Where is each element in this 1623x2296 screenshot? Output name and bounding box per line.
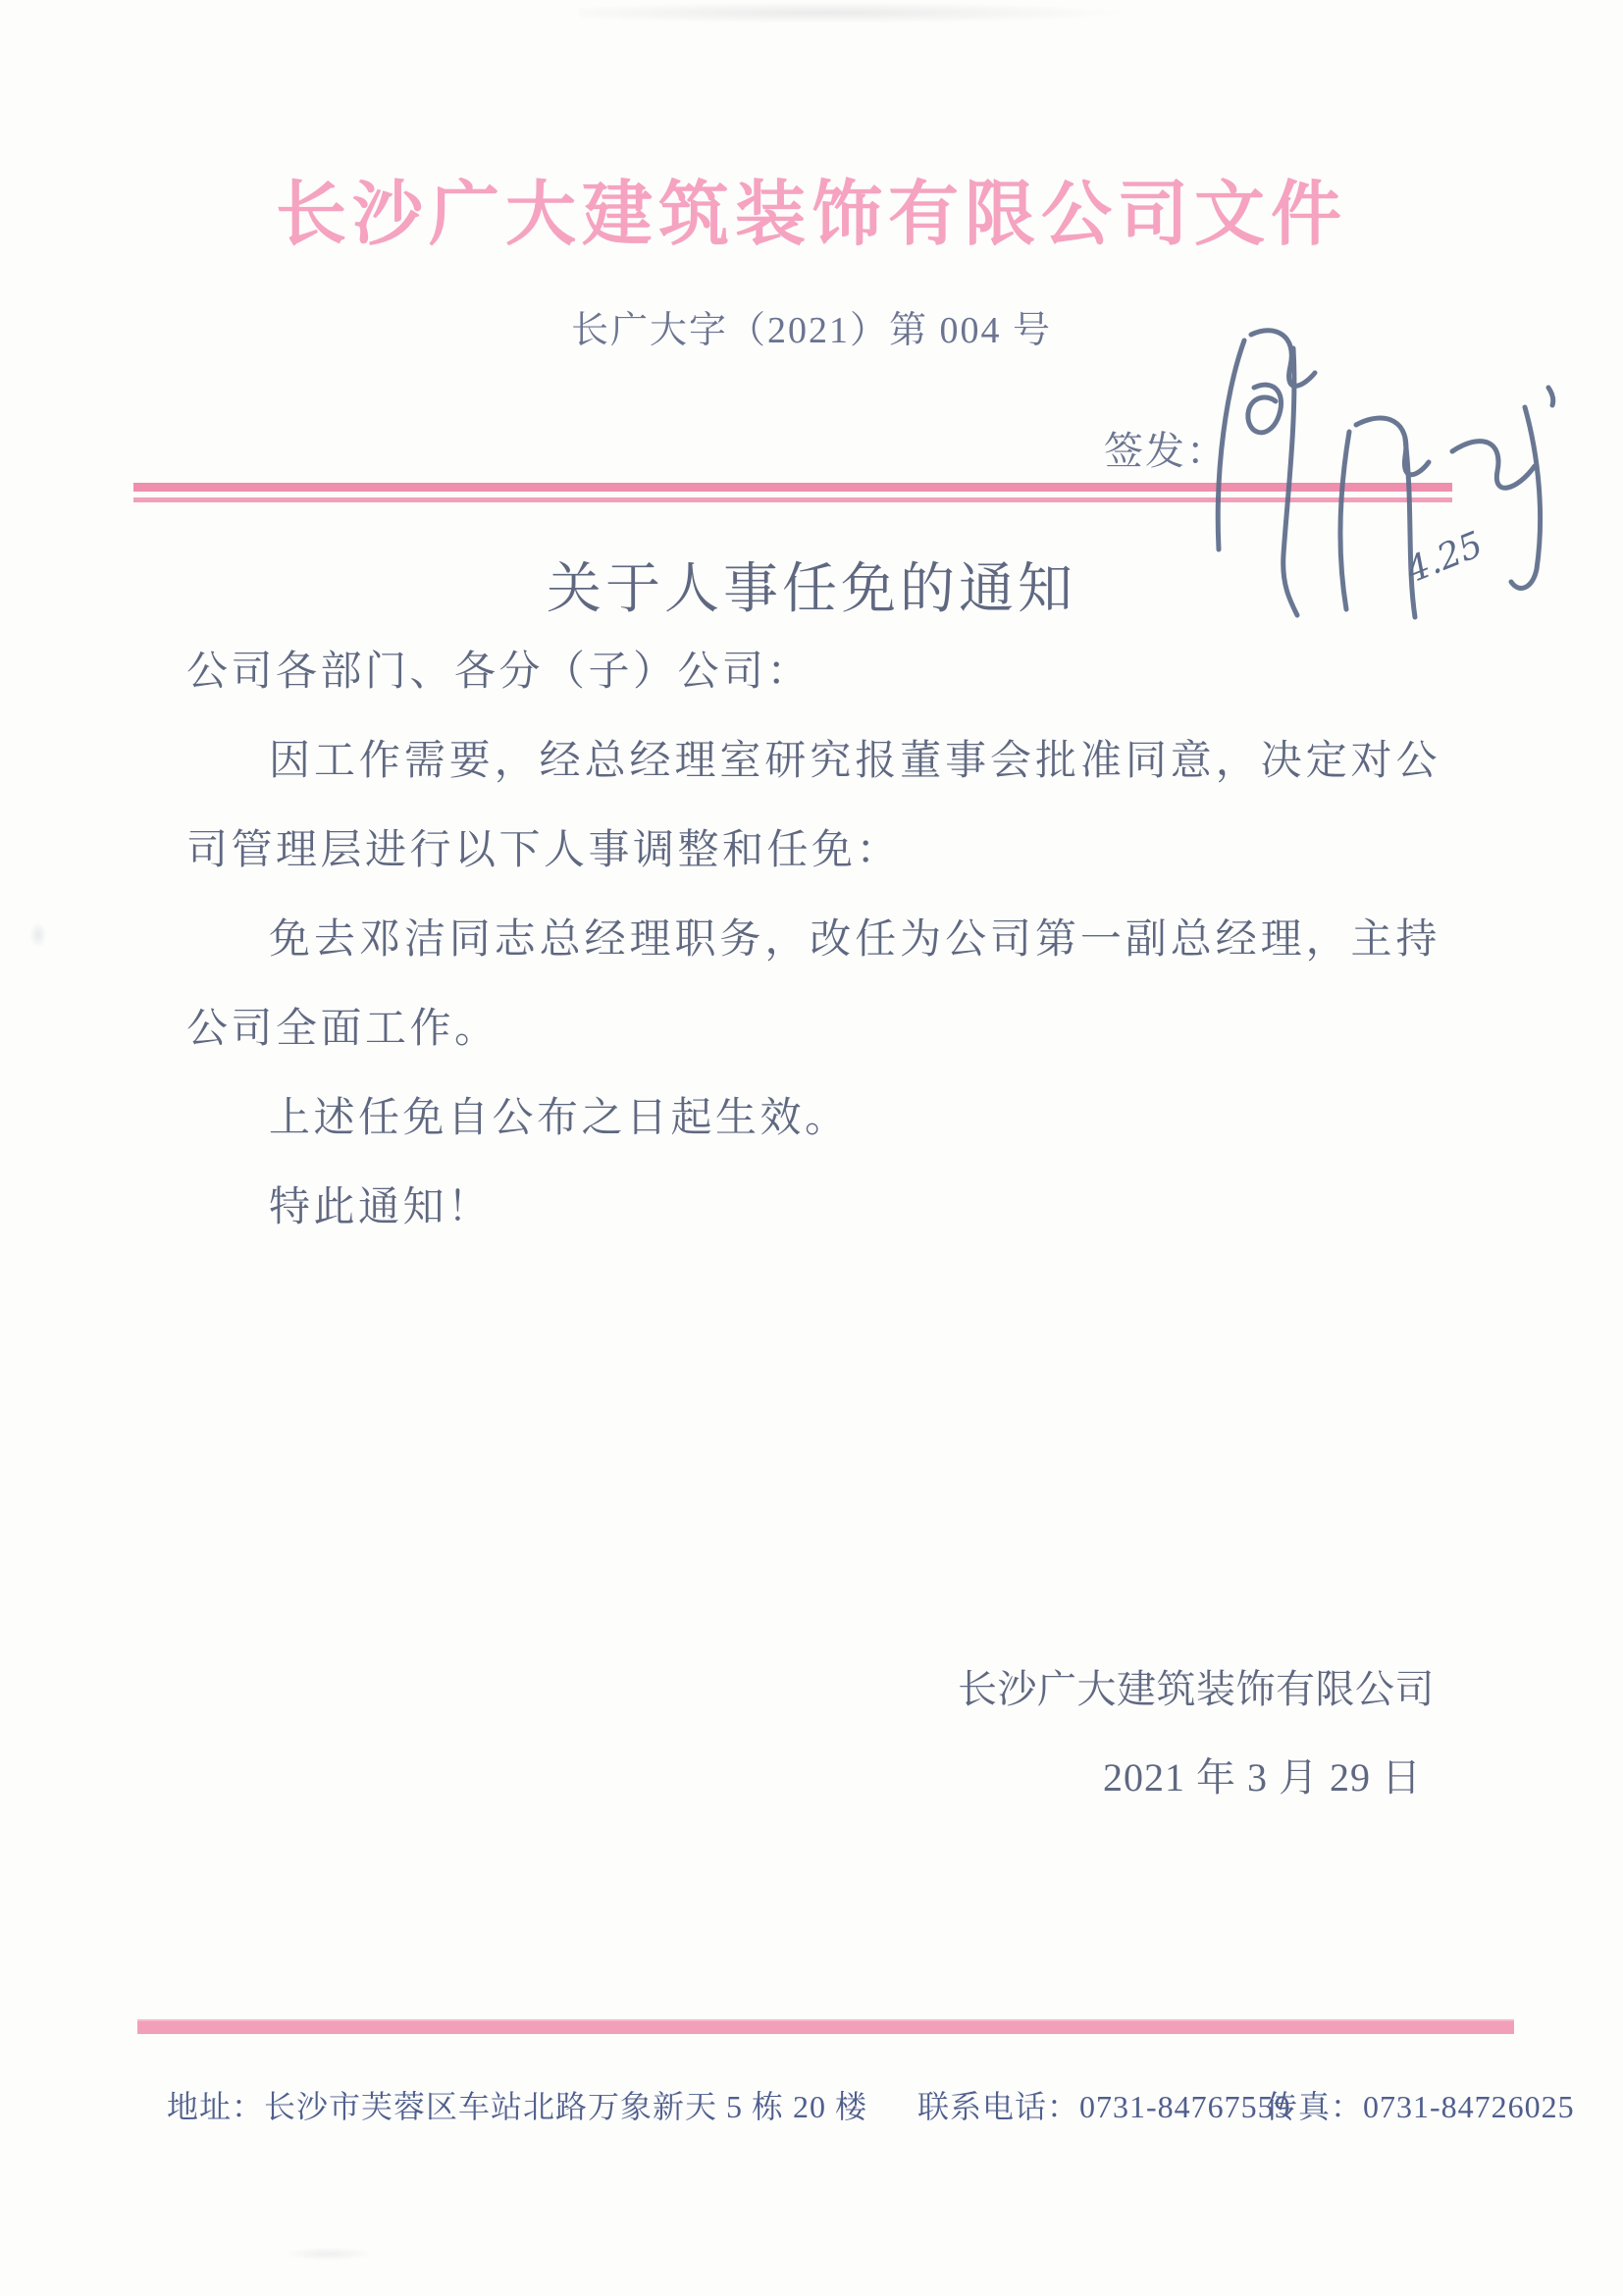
salutation-line: 公司各部门、各分（子）公司： (186, 650, 812, 695)
signature-handwritten-date: 4.25 (1400, 524, 1489, 592)
notice-title: 关于人事任免的通知 (547, 559, 1076, 620)
body-paragraph: 免去邓洁同志总经理职务，改任为公司第一副总经理，主持公司全面工作。 (186, 917, 1440, 1052)
signoff-company-name: 长沙广大建筑装饰有限公司 (958, 1667, 1435, 1711)
body-paragraph: 上述任免自公布之日起生效。 (269, 1096, 850, 1141)
footer-fax: 传真：0731-84726025 (1266, 2089, 1575, 2124)
signature-scrawl-icon (1128, 319, 1590, 623)
issuer-label: 签发： (1104, 429, 1228, 473)
scan-smudge (579, 2, 1128, 24)
footer-phone: 联系电话：0731-84767559 (917, 2089, 1291, 2124)
notice-body (186, 628, 1440, 1253)
footer-address: 地址：长沙市芙蓉区车站北路万象新天 5 栋 20 楼 (167, 2089, 868, 2124)
body-paragraph: 特此通知！ (269, 1185, 493, 1230)
footer-separator-line (137, 2019, 1514, 2034)
scan-smudge (29, 922, 47, 948)
doc-number: 长广大字（2021）第 004 号 (570, 310, 1052, 351)
org-letterhead-title: 长沙广大建筑装饰有限公司文件 (275, 176, 1347, 254)
scan-smudge (285, 2247, 373, 2261)
signoff-date: 2021 年 3 月 29 日 (1103, 1755, 1422, 1800)
body-paragraph: 因工作需要，经总经理室研究报董事会批准同意，决定对公司管理层进行以下人事调整和任免： (186, 739, 1440, 873)
